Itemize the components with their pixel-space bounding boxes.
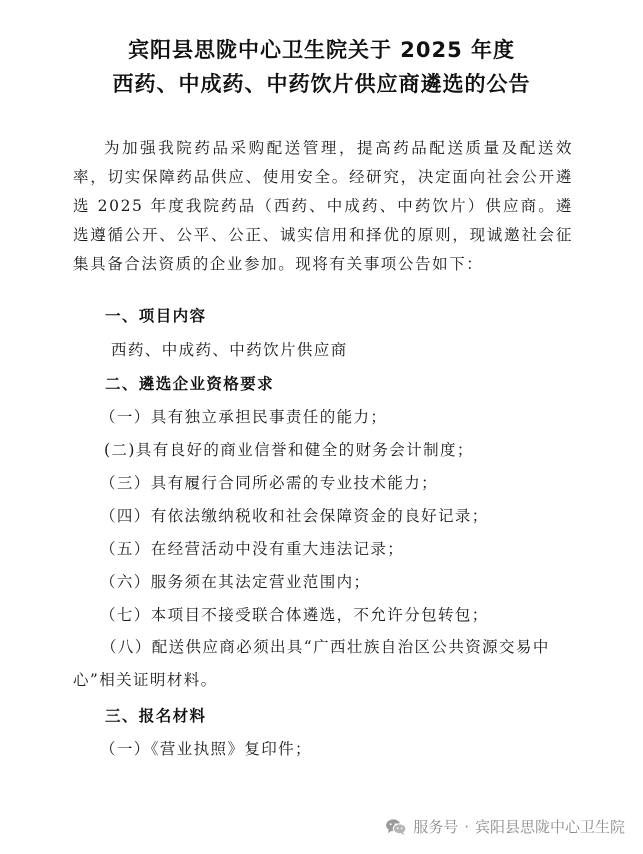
requirement-item: （五）在经营活动中没有重大违法记录； [100,540,405,558]
wechat-icon [385,818,407,836]
watermark-separator: · [464,817,469,836]
requirement-item: （八）配送供应商必须出具“广西壮族自治区公共资源交易中心”相关证明材料。 [73,638,550,689]
document-title-line1: 宾阳县思陇中心卫生院关于 2025 年度 [127,38,516,62]
section-heading-materials: 三、报名材料 [105,707,207,725]
section-heading-qualifications: 二、遴选企业资格要求 [105,375,275,393]
requirement-item: （六）服务须在其法定营业范围内； [100,573,371,591]
requirement-item: （三）具有履行合同所必需的专业技术能力； [100,474,439,492]
requirement-item: （四）有依法缴纳税收和社会保障资金的良好记录； [100,507,489,525]
section-heading-project: 一、项目内容 [105,307,207,325]
document-title-line2: 西药、中成药、中药饮片供应商遴选的公告 [112,72,531,96]
project-content-text: 西药、中成药、中药饮片供应商 [111,341,348,359]
requirement-item: （一）具有独立承担民事责任的能力； [100,408,388,426]
requirement-item: （七）本项目不接受联合体遴选，不允许分包转包； [100,606,489,624]
account-watermark [385,816,625,837]
watermark-account: 宾阳县思陇中心卫生院 [474,818,625,836]
material-item: （一）《营业执照》复印件； [100,740,312,758]
intro-paragraph: 为加强我院药品采购配送管理，提高药品配送质量及配送效率，切实保障药品供应、使用安全。经研究，决定面向社会公开遴选 2025 年度我院药品（西药、中成药、中药饮片）供应商。遴选遵循公开、公平、公正、诚实信用和择优的原则，现诚邀社会征集具备合法资质的企业参加。现将有关事项公告如下： [73,139,573,273]
requirement-item: (二)具有良好的商业信誉和健全的财务会计制度； [104,441,474,459]
watermark-label: 服务号 [413,818,459,836]
